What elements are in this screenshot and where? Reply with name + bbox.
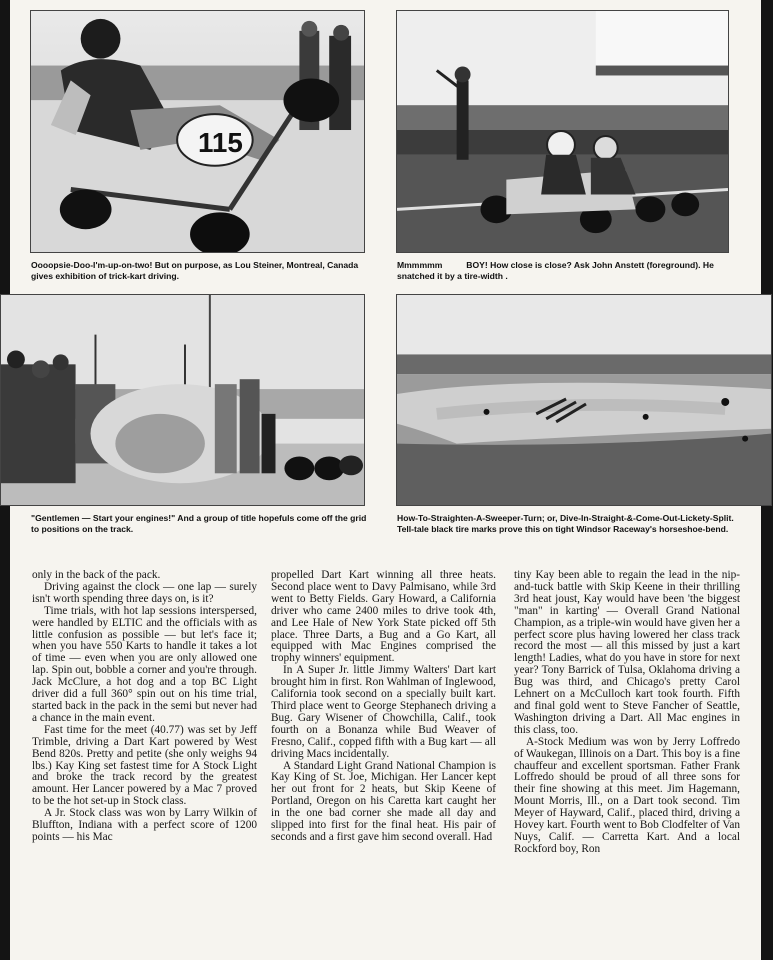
photo-race-start — [0, 294, 365, 506]
paragraph: Time trials, with hot lap sessions interspersed, were handled by ELTIC and the officials with as little confusion as possible — but let's face it; when you have 550 Karts to handle it takes a lot of time — even when you are only allowed one lap. Spin out, bobble a corner and you're through. Jack McClure, a hot dog and a top BC Light driver did a full 360° spin out on his time trial, started back in the pack in the semi but never had a chance in the main event. — [32, 604, 257, 724]
article-column-2 — [271, 570, 496, 844]
paragraph: A Standard Light Grand National Champion is Kay King of St. Joe, Michigan. Her Lancer kept her out front for 2 heats, but Skip Keene of Portland, Oregon on his Caretta kart caught her in the one bad corner she made all day and slipped into first for the final heat. His pair of seconds and a first gave him second overall. Had — [271, 759, 496, 843]
paragraph: only in the back of the pack. — [32, 569, 161, 581]
paragraph: In A Super Jr. little Jimmy Walters' Dart kart brought him in first. Ron Wahlman of Inglewood, California took second on a specially built kart. Third place went to George Stephanech driving a Bug. Gary Wisener of Chowchilla, Calif., took fourth on a Bonanza while Bud Weaver of Fresno, Calif., copped fifth with a Bug kart — all driving Macs incidentally. — [271, 664, 496, 760]
caption-close-finish: Mmmmmm BOY! How close is close? Ask John Anstett (foreground). He snatched it by a tire-width . — [397, 260, 717, 281]
photo-trick-kart — [30, 10, 365, 253]
paragraph: Driving against the clock — one lap — surely isn't worth spending three days on, is it? — [32, 580, 257, 605]
paragraph: A-Stock Medium was won by Jerry Loffredo of Waukegan, Illinois on a Dart. This boy is a fine chauffeur and excellent sportsman. Father Frank Loffredo should be proud of all three sons for their fine showing at this meet. Jim Hagemann, Mount Morris, Ill., on a Dart took second. Tim Meyer of Hayward, Calif., placed third, driving a Hovey kart. Fourth went to Bob Clodfelter of Van Nuys, Calif. — Carretta Kart. And a local Rockford boy, Ron — [514, 735, 740, 855]
paragraph: Fast time for the meet (40.77) was set by Jeff Trimble, driving a Dart Kart powered by West Bend 820s. Pretty and petite (she only weighs 94 lbs.) Kay King set fastest time for A Stock Light and broke the track record by the greatest amount. Her Lancer powered by a Mac 7 proved to be the hot set-up in Stock class. — [32, 723, 257, 808]
caption-horseshoe-bend: How-To-Straighten-A-Sweeper-Turn; or, Dive-In-Straight-&-Come-Out-Lickety-Split. Tell-tale black tire marks prove this on tight Windsor Raceway's horseshoe-bend. — [397, 513, 734, 534]
article-column-3 — [514, 570, 740, 856]
kart-number-label: 115 — [197, 126, 243, 158]
caption-race-start: "Gentlemen — Start your engines!" And a group of title hopefuls come off the grid to positions on the track. — [31, 513, 367, 534]
photo-close-finish — [396, 10, 729, 253]
article-column-1 — [32, 570, 257, 844]
paragraph: propelled Dart Kart winning all three heats. Second place went to Davy Palmisano, while 3rd went to Betty Fields. Gary Howard, a California driver who came 2400 miles to drive took 4th, and Lee Hale of New York State picked off 5th place. Three Darts, a Bug and a Go Kart, all equipped with Mac Engines comprised the trophy winners' equipment. — [271, 569, 496, 665]
paragraph: A Jr. Stock class was won by Larry Wilkin of Bluffton, Indiana with a perfect score of 1200 points — his Mac — [32, 807, 257, 843]
caption-trick-kart: Oooopsie-Doo-I'm-up-on-two! But on purpose, as Lou Steiner, Montreal, Canada gives exhibition of trick-kart driving. — [31, 260, 359, 281]
paragraph: tiny Kay been able to regain the lead in the nip-and-tuck battle with Skip Keene in their thrilling 3rd heat joust, Kay would have been 'the biggest "man" in karting' — Overall Grand National Champion, as a triple-win would have given her a perfect score plus having lowered her class track record the most — all this missed by just a kart length! Ladies, what do you have in store for next year? Tony Barrick of Tulsa, Oklahoma driving a Bug was third, and Chicago's pretty Carol Lehnert on a McCulloch kart took fourth. Fifth and final gold went to Steve Fancher of Seattle, Washington driving a Dart. All Mac engines in this class, too. — [514, 569, 740, 736]
photo-horseshoe-bend — [396, 294, 772, 506]
